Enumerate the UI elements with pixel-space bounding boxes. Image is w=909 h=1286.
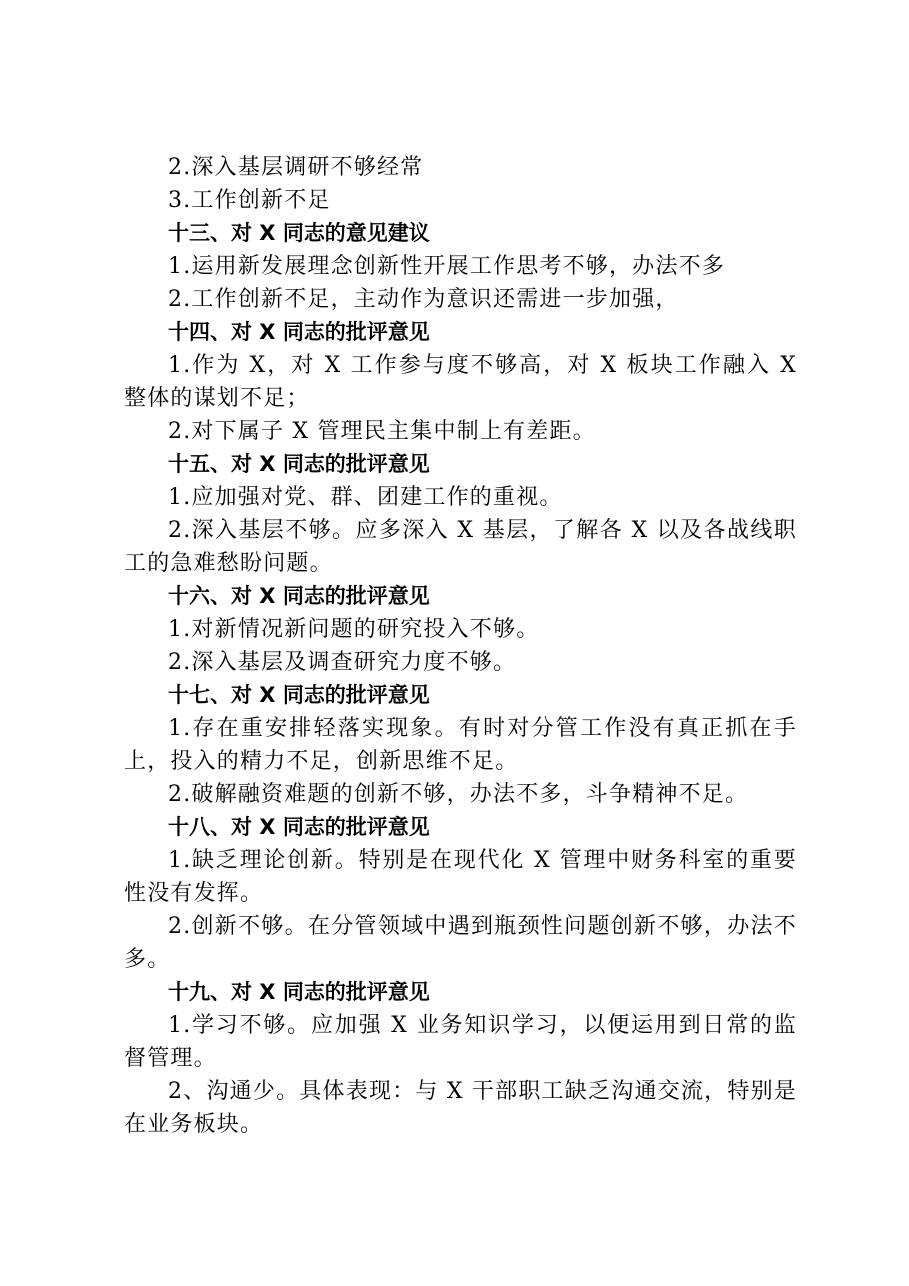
list-item: 3.工作创新不足 <box>168 188 331 213</box>
list-item: 1.作为 X，对 X 工作参与度不够高，对 X 板块工作融入 X 整体的谋划不足； <box>124 353 797 411</box>
list-item: 2.破解融资难题的创新不够，办法不多，斗争精神不足。 <box>168 782 749 807</box>
section-heading: 十九、对 X 同志的批评意见 <box>168 980 430 1004</box>
section-heading: 十五、对 X 同志的批评意见 <box>168 452 430 476</box>
list-item: 1.应加强对党、群、团建工作的重视。 <box>168 485 563 510</box>
document-body <box>124 151 797 1141</box>
list-item: 2.深入基层调研不够经常 <box>168 155 424 180</box>
section-heading: 十八、对 X 同志的批评意见 <box>168 815 430 839</box>
section-heading: 十六、对 X 同志的批评意见 <box>168 584 430 608</box>
list-item: 1.学习不够。应加强 X 业务知识学习，以便运用到日常的监督管理。 <box>124 1013 797 1071</box>
section-heading: 十三、对 X 同志的意见建议 <box>168 221 430 245</box>
list-item: 1.对新情况新问题的研究投入不够。 <box>168 617 540 642</box>
list-item: 2.深入基层不够。应多深入 X 基层，了解各 X 以及各战线职工的急难愁盼问题。 <box>124 518 797 576</box>
list-item: 2.工作创新不足，主动作为意识还需进一步加强， <box>168 287 679 312</box>
section-heading: 十四、对 X 同志的批评意见 <box>168 320 430 344</box>
list-item: 1.存在重安排轻落实现象。有时对分管工作没有真正抓在手上，投入的精力不足，创新思维不足。 <box>124 716 797 774</box>
section-heading: 十七、对 X 同志的批评意见 <box>168 683 430 707</box>
list-item: 1.缺乏理论创新。特别是在现代化 X 管理中财务科室的重要性没有发挥。 <box>124 848 797 906</box>
list-item: 2.深入基层及调查研究力度不够。 <box>168 650 517 675</box>
list-item: 2.创新不够。在分管领域中遇到瓶颈性问题创新不够，办法不多。 <box>124 914 797 972</box>
list-item: 2.对下属子 X 管理民主集中制上有差距。 <box>168 419 596 444</box>
list-item: 2、沟通少。具体表现：与 X 干部职工缺乏沟通交流，特别是在业务板块。 <box>124 1079 797 1137</box>
list-item: 1.运用新发展理念创新性开展工作思考不够，办法不多 <box>168 254 725 279</box>
